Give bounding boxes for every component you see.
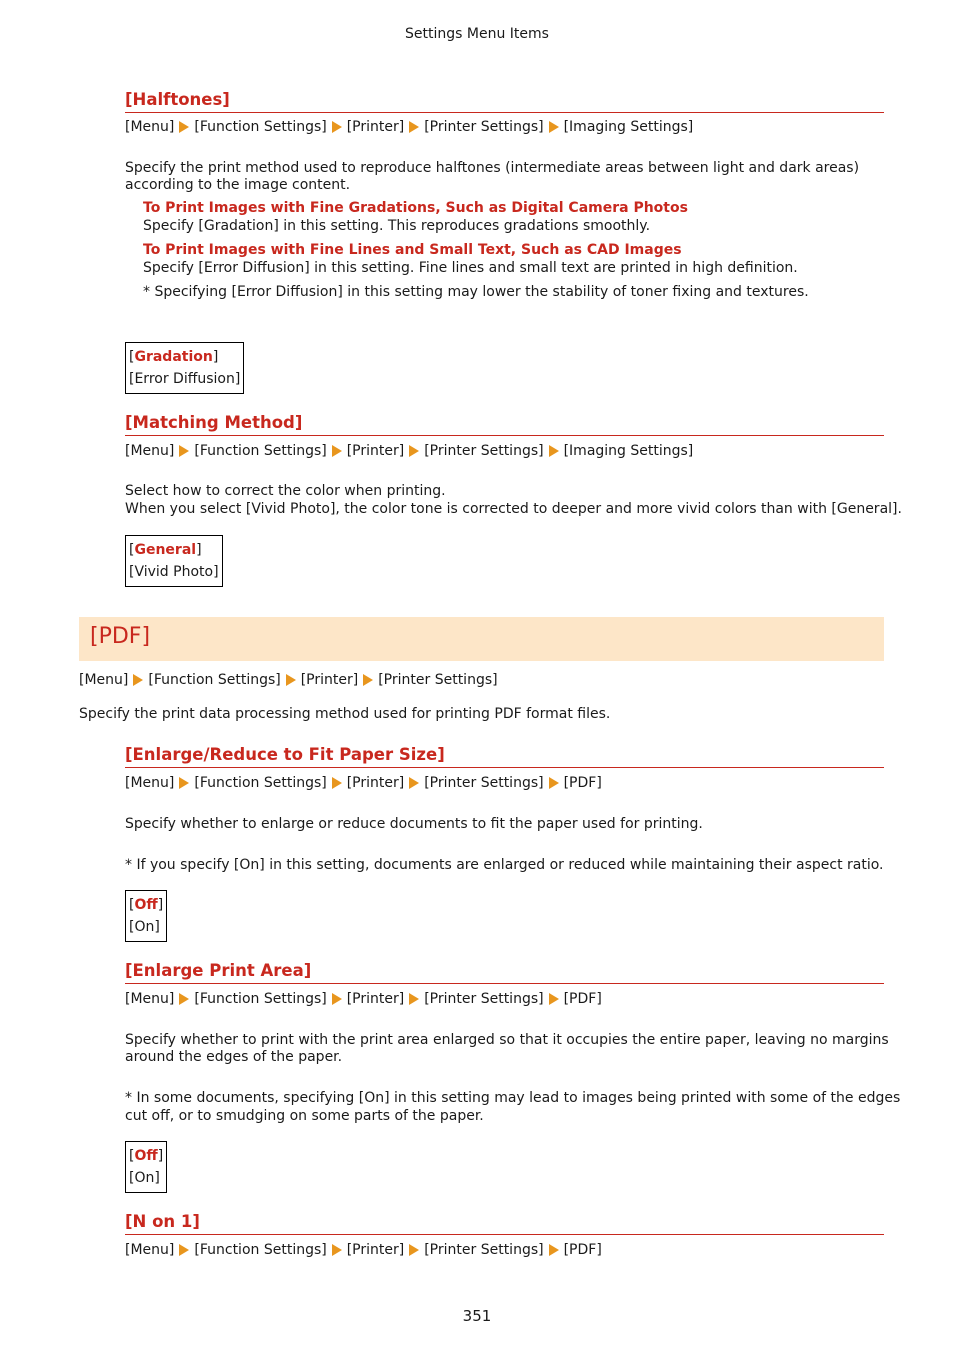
arrow-right-icon — [409, 1244, 419, 1256]
breadcrumb — [79, 671, 498, 689]
description: according to the image content. — [125, 177, 351, 193]
subheading: To Print Images with Fine Lines and Small Text, Such as CAD Images — [143, 242, 682, 258]
breadcrumb-item: [Printer Settings] — [424, 119, 544, 135]
option: [Error Diffusion] — [129, 370, 241, 387]
page-header: Settings Menu Items — [405, 26, 549, 42]
description: Select how to correct the color when printing. — [125, 483, 446, 499]
note: cut off, or to smudging on some parts of the paper. — [125, 1108, 484, 1124]
arrow-right-icon — [549, 993, 559, 1005]
breadcrumb-item: [Function Settings] — [194, 1242, 327, 1258]
section-title-n-on-1: [N on 1] — [125, 1211, 884, 1235]
section-title-matching-method: [Matching Method] — [125, 412, 884, 436]
breadcrumb-item: [Menu] — [79, 672, 129, 688]
options-box — [125, 890, 167, 942]
arrow-right-icon — [179, 445, 189, 457]
breadcrumb-item: [Printer] — [346, 991, 405, 1007]
breadcrumb-item: [Imaging Settings] — [563, 119, 694, 135]
option-default: [General] — [129, 542, 202, 558]
options-box — [125, 535, 223, 587]
breadcrumb-item: [Menu] — [125, 119, 175, 135]
breadcrumb-item: [Printer Settings] — [424, 443, 544, 459]
banner-title: [PDF] — [90, 624, 151, 649]
breadcrumb-item: [Menu] — [125, 991, 175, 1007]
description: Specify whether to print with the print area enlarged so that it occupies the entire paper, leaving no margins — [125, 1032, 889, 1048]
arrow-right-icon — [179, 1244, 189, 1256]
breadcrumb-item: [Function Settings] — [194, 991, 327, 1007]
description: Specify whether to enlarge or reduce documents to fit the paper used for printing. — [125, 816, 703, 832]
breadcrumb-item: [PDF] — [563, 775, 602, 791]
subheading-text: Specify [Gradation] in this setting. This reproduces gradations smoothly. — [143, 218, 651, 234]
subheading-text: Specify [Error Diffusion] in this setting. Fine lines and small text are printed in high definition. — [143, 260, 798, 276]
option: [Vivid Photo] — [129, 563, 219, 580]
arrow-right-icon — [409, 993, 419, 1005]
breadcrumb — [125, 442, 693, 460]
arrow-right-icon — [332, 993, 342, 1005]
breadcrumb-item: [Printer Settings] — [424, 1242, 544, 1258]
breadcrumb-item: [PDF] — [563, 991, 602, 1007]
breadcrumb-item: [Imaging Settings] — [563, 443, 694, 459]
arrow-right-icon — [549, 121, 559, 133]
arrow-right-icon — [179, 993, 189, 1005]
arrow-right-icon — [409, 777, 419, 789]
breadcrumb-item: [Function Settings] — [194, 443, 327, 459]
options-box — [125, 342, 244, 394]
section-title-enlarge-reduce: [Enlarge/Reduce to Fit Paper Size] — [125, 744, 884, 768]
breadcrumb-item: [Function Settings] — [194, 119, 327, 135]
breadcrumb-item: [Printer] — [346, 775, 405, 791]
breadcrumb-item: [Printer Settings] — [424, 991, 544, 1007]
arrow-right-icon — [332, 121, 342, 133]
arrow-right-icon — [179, 777, 189, 789]
breadcrumb-item: [Menu] — [125, 775, 175, 791]
breadcrumb-item: [Printer Settings] — [378, 672, 498, 688]
subheading: To Print Images with Fine Gradations, Such as Digital Camera Photos — [143, 200, 688, 216]
arrow-right-icon — [549, 445, 559, 457]
description: Specify the print method used to reproduce halftones (intermediate areas between light and dark areas) — [125, 160, 860, 176]
note: * In some documents, specifying [On] in this setting may lead to images being printed with some of the edges — [125, 1090, 901, 1106]
section-title-halftones: [Halftones] — [125, 89, 884, 113]
arrow-right-icon — [549, 777, 559, 789]
breadcrumb-item: [Printer] — [346, 1242, 405, 1258]
breadcrumb-item: [Function Settings] — [148, 672, 281, 688]
page-number: 351 — [462, 1307, 492, 1325]
breadcrumb-item: [Printer] — [346, 119, 405, 135]
breadcrumb — [125, 1241, 602, 1259]
note: * Specifying [Error Diffusion] in this setting may lower the stability of toner fixing and textures. — [143, 284, 809, 300]
breadcrumb — [125, 990, 602, 1008]
section-title-enlarge-print-area: [Enlarge Print Area] — [125, 960, 884, 984]
arrow-right-icon — [332, 1244, 342, 1256]
description: around the edges of the paper. — [125, 1049, 343, 1065]
arrow-right-icon — [133, 674, 143, 686]
option-default: [Gradation] — [129, 349, 219, 365]
option-default: [Off] — [129, 897, 164, 913]
breadcrumb-item: [Printer] — [346, 443, 405, 459]
breadcrumb-item: [Printer Settings] — [424, 775, 544, 791]
breadcrumb — [125, 774, 602, 792]
arrow-right-icon — [409, 445, 419, 457]
arrow-right-icon — [549, 1244, 559, 1256]
arrow-right-icon — [286, 674, 296, 686]
breadcrumb-item: [Function Settings] — [194, 775, 327, 791]
arrow-right-icon — [363, 674, 373, 686]
note: * If you specify [On] in this setting, documents are enlarged or reduced while maintaining their aspect ratio. — [125, 857, 884, 873]
section-banner-pdf — [79, 617, 884, 661]
option: [On] — [129, 918, 160, 935]
description: Specify the print data processing method used for printing PDF format files. — [79, 706, 611, 722]
options-box — [125, 1141, 167, 1193]
option: [On] — [129, 1169, 160, 1186]
option-default: [Off] — [129, 1148, 164, 1164]
breadcrumb-item: [Printer] — [300, 672, 359, 688]
description: When you select [Vivid Photo], the color tone is corrected to deeper and more vivid colors than with [General]. — [125, 501, 902, 517]
arrow-right-icon — [332, 445, 342, 457]
arrow-right-icon — [409, 121, 419, 133]
arrow-right-icon — [179, 121, 189, 133]
breadcrumb-item: [PDF] — [563, 1242, 602, 1258]
breadcrumb-item: [Menu] — [125, 1242, 175, 1258]
arrow-right-icon — [332, 777, 342, 789]
breadcrumb — [125, 118, 693, 136]
breadcrumb-item: [Menu] — [125, 443, 175, 459]
